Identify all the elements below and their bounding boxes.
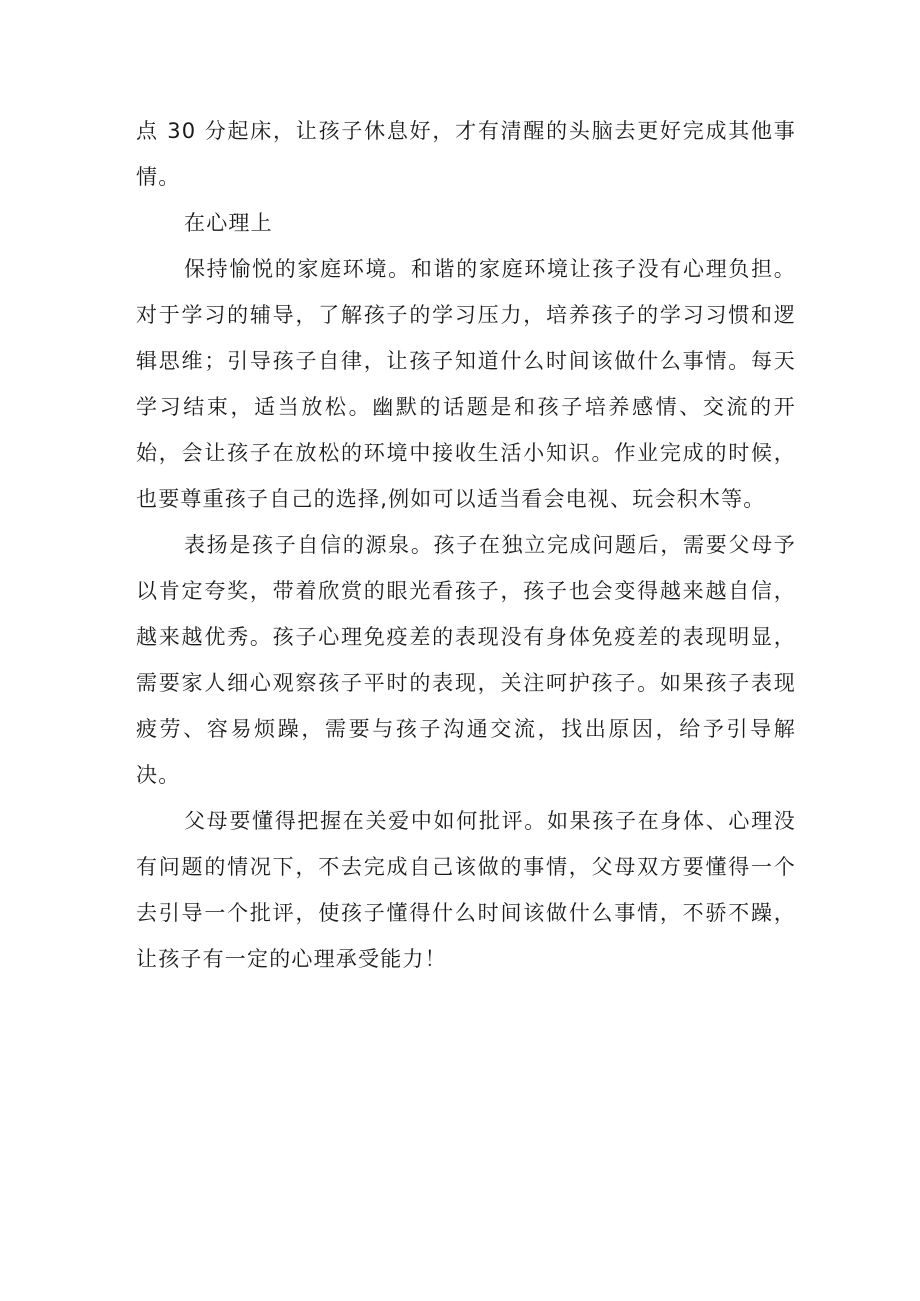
paragraph-continuation: 点 30 分起床，让孩子休息好，才有清醒的头脑去更好完成其他事情。 [136, 119, 796, 189]
paragraph-criticism: 父母要懂得把握在关爱中如何批评。如果孩子在身体、心理没有问题的情况下，不去完成自己该做的事情，父母双方要懂得一个去引导一个批评，使孩子懂得什么时间该做什么事情，不骄不躁，让孩子有一定的心理承受能力！ [136, 809, 796, 971]
document-body [136, 108, 796, 982]
paragraph-family-environment: 保持愉悦的家庭环境。和谐的家庭环境让孩子没有心理负担。对于学习的辅导，了解孩子的学习压力，培养孩子的学习习惯和逻辑思维；引导孩子自律，让孩子知道什么时间该做什么事情。每天学习结束，适当放松。幽默的话题是和孩子培养感情、交流的开始，会让孩子在放松的环境中接收生活小知识。作业完成的时候，也要尊重孩子自己的选择,例如可以适当看会电视、玩会积木等。 [136, 257, 796, 511]
section-heading: 在心理上 [184, 211, 273, 235]
paragraph-praise: 表扬是孩子自信的源泉。孩子在独立完成问题后，需要父母予以肯定夸奖，带着欣赏的眼光看孩子，孩子也会变得越来越自信，越来越优秀。孩子心理免疫差的表现没有身体免疫差的表现明显，需要家人细心观察孩子平时的表现，关注呵护孩子。如果孩子表现疲劳、容易烦躁，需要与孩子沟通交流，找出原因，给予引导解决。 [136, 533, 796, 787]
